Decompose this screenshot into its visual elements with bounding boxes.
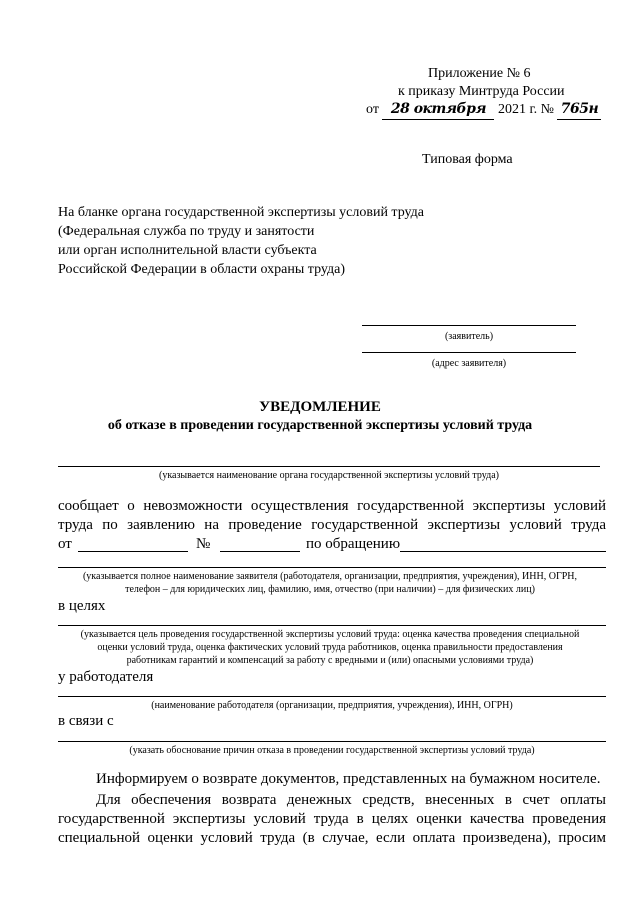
purpose-label: в целях — [58, 598, 106, 614]
document-subtitle: об отказе в проведении государственной экспертизы условий труда — [107, 418, 533, 433]
appeal-field[interactable] — [400, 551, 606, 552]
reason-label: в связи с — [58, 713, 114, 729]
from-label: от — [58, 536, 72, 552]
employer-caption: (наименование работодателя (организации, предприятия, учреждения), ИНН, ОГРН) — [151, 700, 513, 711]
blank-note-line: или орган исполнительной власти субъекта — [58, 243, 317, 258]
form-type: Типовая форма — [422, 152, 513, 167]
purpose-line[interactable] — [58, 625, 606, 626]
refund-line: государственной экспертизы условий труда в целях оценки качества проведения — [58, 811, 606, 827]
handwritten-date: 28 октября — [382, 100, 494, 120]
purpose-caption-3: работникам гарантий и компенсаций за работу с вредными и (или) опасными условиями труда) — [126, 655, 534, 666]
applicant-full-name-caption-1: (указывается полное наименование заявителя (работодателя, организации, предприятия, учреждения), ИНН, ОГРН, — [82, 571, 578, 582]
applicant-caption: (заявитель) — [444, 331, 494, 342]
blank-note-line: Российской Федерации в области охраны труда) — [58, 262, 346, 277]
body-line: сообщает о невозможности осуществления государственной экспертизы условий — [58, 498, 606, 514]
employer-label: у работодателя — [58, 669, 154, 685]
organ-name-line[interactable] — [58, 466, 600, 467]
reason-caption: (указать обоснование причин отказа в проведении государственной экспертизы условий труда) — [129, 745, 535, 756]
body-line: труда по заявлению на проведение государственной экспертизы условий труда — [58, 517, 606, 533]
refund-line: Для обеспечения возврата денежных средств, внесенных в счет оплаты — [96, 792, 606, 808]
blank-note — [58, 203, 458, 279]
applicant-line[interactable] — [362, 325, 576, 326]
appeal-label: по обращению — [306, 536, 401, 552]
document-title: УВЕДОМЛЕНИЕ — [259, 399, 381, 415]
date-suffix: 2021 г. № — [497, 102, 554, 117]
blank-note-line: (Федеральная служба по труду и занятости — [58, 224, 315, 239]
purpose-caption-1: (указывается цель проведения государственной экспертизы условий труда: оценка качества проведения специальной — [80, 629, 580, 640]
applicant-address-caption: (адрес заявителя) — [431, 358, 507, 369]
order-date-line — [366, 100, 601, 120]
blank-note-line: На бланке органа государственной экспертизы условий труда — [58, 205, 424, 220]
employer-line[interactable] — [58, 696, 606, 697]
info-line: Информируем о возврате документов, представленных на бумажном носителе. — [96, 771, 601, 787]
appendix-number: Приложение № 6 — [428, 66, 531, 81]
from-date-field[interactable] — [78, 551, 188, 552]
organ-name-caption: (указывается наименование органа государственной экспертизы условий труда) — [159, 470, 499, 481]
applicant-address-line[interactable] — [362, 352, 576, 353]
applicant-full-name-caption-2: телефон – для юридических лиц, фамилию, имя, отчество (при наличии) – для физических лиц) — [125, 584, 535, 595]
reason-line[interactable] — [58, 741, 606, 742]
number-label: № — [196, 536, 211, 552]
number-field[interactable] — [220, 551, 300, 552]
applicant-full-name-line[interactable] — [58, 567, 606, 568]
refund-line: специальной оценки условий труда (в случае, если оплата произведена), просим — [58, 830, 606, 846]
date-prefix: от — [366, 102, 379, 117]
order-reference: к приказу Минтруда России — [398, 84, 565, 99]
purpose-caption-2: оценки условий труда, оценка фактических условий труда работников, оценка правильности предоставления — [97, 642, 563, 653]
handwritten-number: 765н — [557, 100, 601, 120]
